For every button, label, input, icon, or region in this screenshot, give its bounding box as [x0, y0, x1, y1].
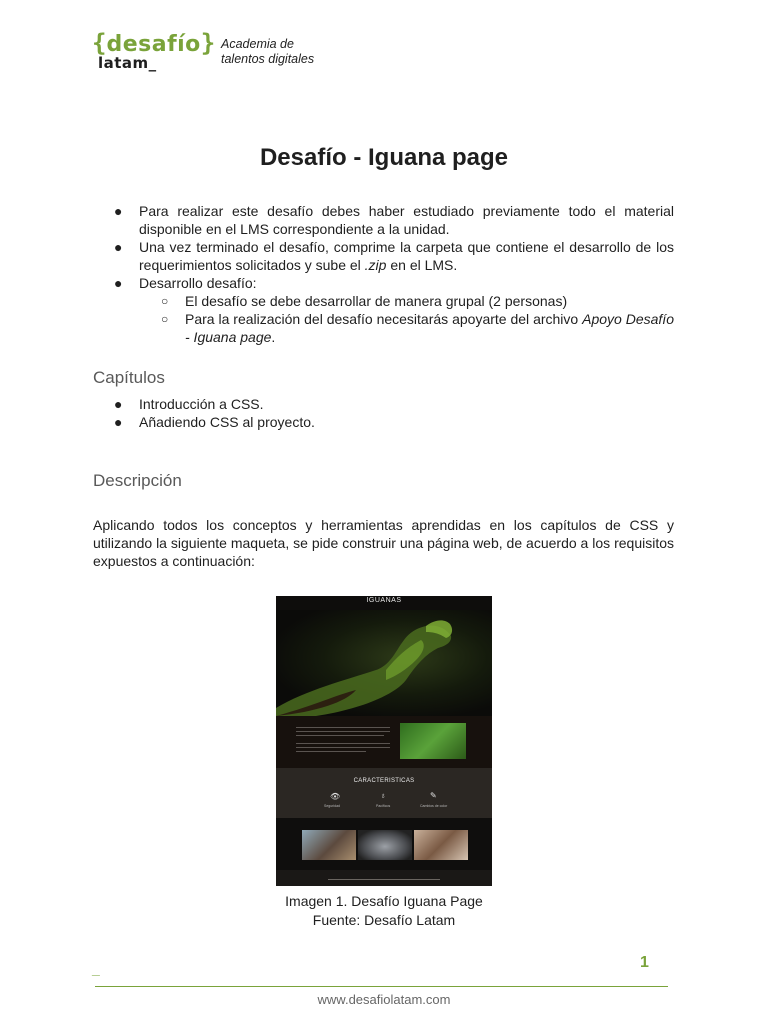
- tagline-line-1: Academia de: [221, 37, 294, 51]
- description-heading: Descripción: [93, 471, 182, 490]
- shield-icon: ♁: [380, 791, 386, 800]
- feature-label: Seguridad: [324, 804, 340, 808]
- gallery-photo: [358, 830, 412, 860]
- gallery-photo: [302, 830, 356, 860]
- feature-label: Pacíficos: [376, 804, 391, 808]
- figure-caption: Imagen 1. Desafío Iguana Page: [285, 893, 483, 909]
- logo-brace-close: }: [200, 29, 216, 57]
- mockup-features-title: CARACTERISTICAS: [353, 778, 415, 784]
- footer-divider: [95, 986, 668, 987]
- gallery-photo: [414, 830, 468, 860]
- chapters-heading: Capítulos: [93, 368, 165, 387]
- intro-bullet-list: [93, 202, 674, 346]
- list-item: ● Una vez terminado el desafío, comprime la carpeta que contiene el desarrollo de los requerimientos solicitados y sube el .zip en el LMS.: [114, 239, 674, 273]
- brand-logo: [92, 29, 216, 72]
- brush-icon: ✎: [430, 791, 437, 800]
- list-item: ● Desarrollo desafío:: [114, 275, 257, 291]
- figure-source: Fuente: Desafío Latam: [312, 912, 456, 928]
- logo-wordmark: desafío: [106, 32, 201, 57]
- logo-sub: latam_: [98, 54, 157, 72]
- list-item: ● Para realizar este desafío debes haber estudiado previamente todo el material disponible en el LMS correspondiente a la unidad.: [114, 203, 674, 237]
- mockup-footer: [276, 870, 492, 886]
- mockup-hero-image: [276, 610, 492, 716]
- feature-label: Cambios de color: [420, 804, 448, 808]
- sub-list-item: ○ El desafío se debe desarrollar de manera grupal (2 personas): [161, 293, 568, 309]
- sub-list-item: ○ Para la realización del desafío necesitarás apoyarte del archivo Apoyo Desafío - Iguana page.: [161, 311, 674, 345]
- page-title: Desafío - Iguana page: [259, 144, 509, 171]
- iguana-illustration: [276, 610, 492, 716]
- iguana-page-mockup-image: [276, 596, 492, 886]
- list-item: ● Introducción a CSS.: [114, 396, 264, 412]
- page-number: 1: [640, 954, 649, 971]
- footer-dash: _: [92, 961, 100, 977]
- description-paragraph: Aplicando todos los conceptos y herramientas aprendidas en los capítulos de CSS y utilizando la siguiente maqueta, se pide construir una página web, de acuerdo a los requisitos expuestos a continuación:: [93, 517, 674, 569]
- logo-brace-open: {: [92, 29, 107, 57]
- footer-website-link[interactable]: www.desafiolatam.com: [317, 992, 451, 1007]
- tagline-line-2: talentos digitales: [221, 52, 315, 66]
- list-item: ● Añadiendo CSS al proyecto.: [114, 414, 315, 430]
- brand-tagline: [221, 37, 314, 67]
- chapters-list: [93, 395, 674, 431]
- mockup-page-title: IGUANAS: [366, 597, 402, 604]
- mockup-lizard-photo: [400, 723, 466, 759]
- eye-icon: 👁: [330, 792, 341, 801]
